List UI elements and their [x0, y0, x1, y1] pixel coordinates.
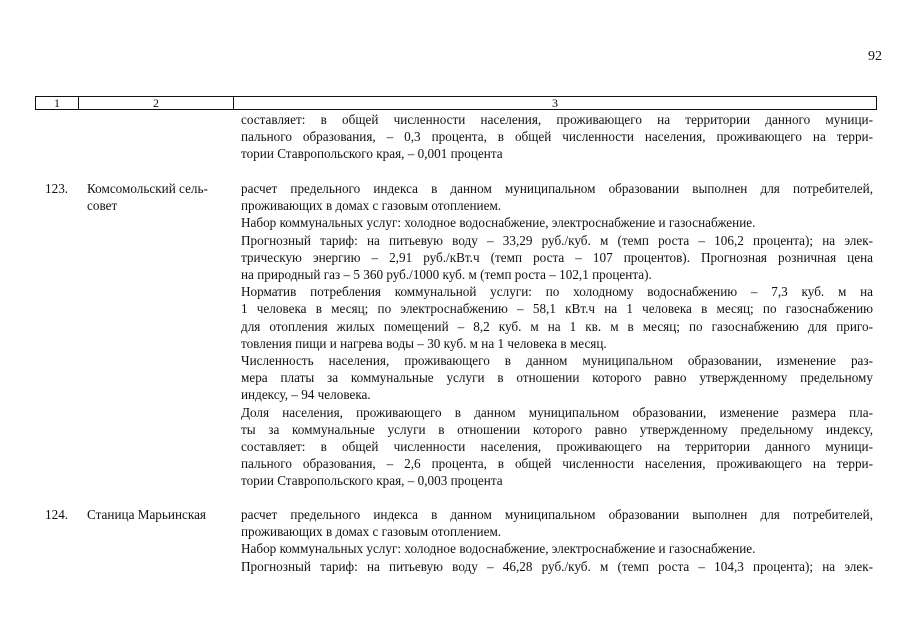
- paragraph: [241, 558, 873, 575]
- text-line: для отопления жилых помещений – 8,2 куб. м на 1 кв. м в месяц; по газоснабжению для приго-: [241, 318, 873, 334]
- text-line: мера платы за коммунальные услуги в отношении которого равно утвержденному предельному: [241, 370, 873, 386]
- text-line: составляет: в общей численности населения, проживающего на территории данного муници-: [241, 439, 873, 455]
- paragraph: [241, 352, 873, 404]
- text-line: индексу, – 94 человека.: [241, 387, 371, 403]
- entry-name-line: совет: [87, 198, 118, 214]
- text-line: пального образования, – 2,6 процента, в общей численности населения, проживающего на терри-: [241, 456, 873, 472]
- entry-name: [87, 180, 235, 214]
- text-line: тории Ставропольского края, – 0,003 процента: [241, 473, 503, 489]
- header-col-3: 3: [552, 96, 558, 110]
- text-line: Прогнозный тариф: на питьевую воду – 46,28 руб./куб. м (темп роста – 104,3 процента); на элек-: [241, 558, 873, 574]
- text-line: трическую энергию – 2,91 руб./кВт.ч (темп роста – 107 процентов). Прогнозная розничная цена: [241, 249, 873, 265]
- text-line: составляет: в общей численности населения, проживающего на территории данного муници-: [241, 112, 873, 127]
- paragraph: [241, 214, 873, 231]
- paragraph: [241, 506, 873, 540]
- paragraph: [241, 404, 873, 490]
- paragraph: [241, 180, 873, 214]
- page-number: 92: [868, 49, 882, 64]
- entry-number: 123.: [45, 181, 69, 196]
- paragraph: [241, 232, 873, 284]
- text-line: Набор коммунальных услуг: холодное водоснабжение, электроснабжение и газоснабжение.: [241, 541, 756, 557]
- entry-name-line: Комсомольский сель-: [87, 181, 208, 196]
- text-line: расчет предельного индекса в данном муниципальном образовании выполнен для потребителей,: [241, 181, 873, 196]
- text-line: Норматив потребления коммунальной услуги: по холодному водоснабжению – 7,3 куб. м на: [241, 284, 873, 300]
- text-line: Численность населения, проживающего в данном муниципальном образовании, изменение раз-: [241, 353, 873, 369]
- continuation-text: [241, 111, 873, 163]
- entry-name: [87, 506, 235, 523]
- text-line: ты за коммунальные услуги в отношении которого равно утвержденному предельному индексу,: [241, 421, 873, 437]
- text-line: на природный газ – 5 360 руб./1000 куб. м (темп роста – 102,1 процента).: [241, 267, 652, 283]
- header-col-1: 1: [36, 97, 79, 109]
- table-header-row: [35, 96, 877, 110]
- text-line: проживающих в домах с газовым отоплением.: [241, 524, 502, 540]
- text-line: 1 человека в месяц; по электроснабжению – 58,1 кВт.ч на 1 человека в месяц; по газоснабжению: [241, 301, 873, 317]
- text-line: Прогнозный тариф: на питьевую воду – 33,29 руб./куб. м (темп роста – 106,2 процента); на элек-: [241, 232, 873, 248]
- text-line: товления пищи и нагрева воды – 30 куб. м на 1 человека в месяц.: [241, 335, 607, 351]
- text-line: Доля населения, проживающего в данном муниципальном образовании, изменение размера пла-: [241, 404, 873, 420]
- entry-description: [241, 506, 873, 575]
- entry-name-line: Станица Марьинская: [87, 507, 207, 522]
- text-line: пального образования, – 0,3 процента, в общей численности населения, проживающего на терри-: [241, 129, 873, 145]
- text-line: тории Ставропольского края, – 0,001 процента: [241, 146, 503, 162]
- text-line: расчет предельного индекса в данном муниципальном образовании выполнен для потребителей,: [241, 507, 873, 522]
- paragraph: [241, 540, 873, 557]
- text-line: Набор коммунальных услуг: холодное водоснабжение, электроснабжение и газоснабжение.: [241, 215, 756, 231]
- text-line: проживающих в домах с газовым отоплением.: [241, 198, 502, 214]
- entry-number: 124.: [45, 507, 69, 522]
- paragraph: [241, 283, 873, 352]
- header-col-2: 2: [79, 97, 234, 109]
- entry-description: [241, 180, 873, 490]
